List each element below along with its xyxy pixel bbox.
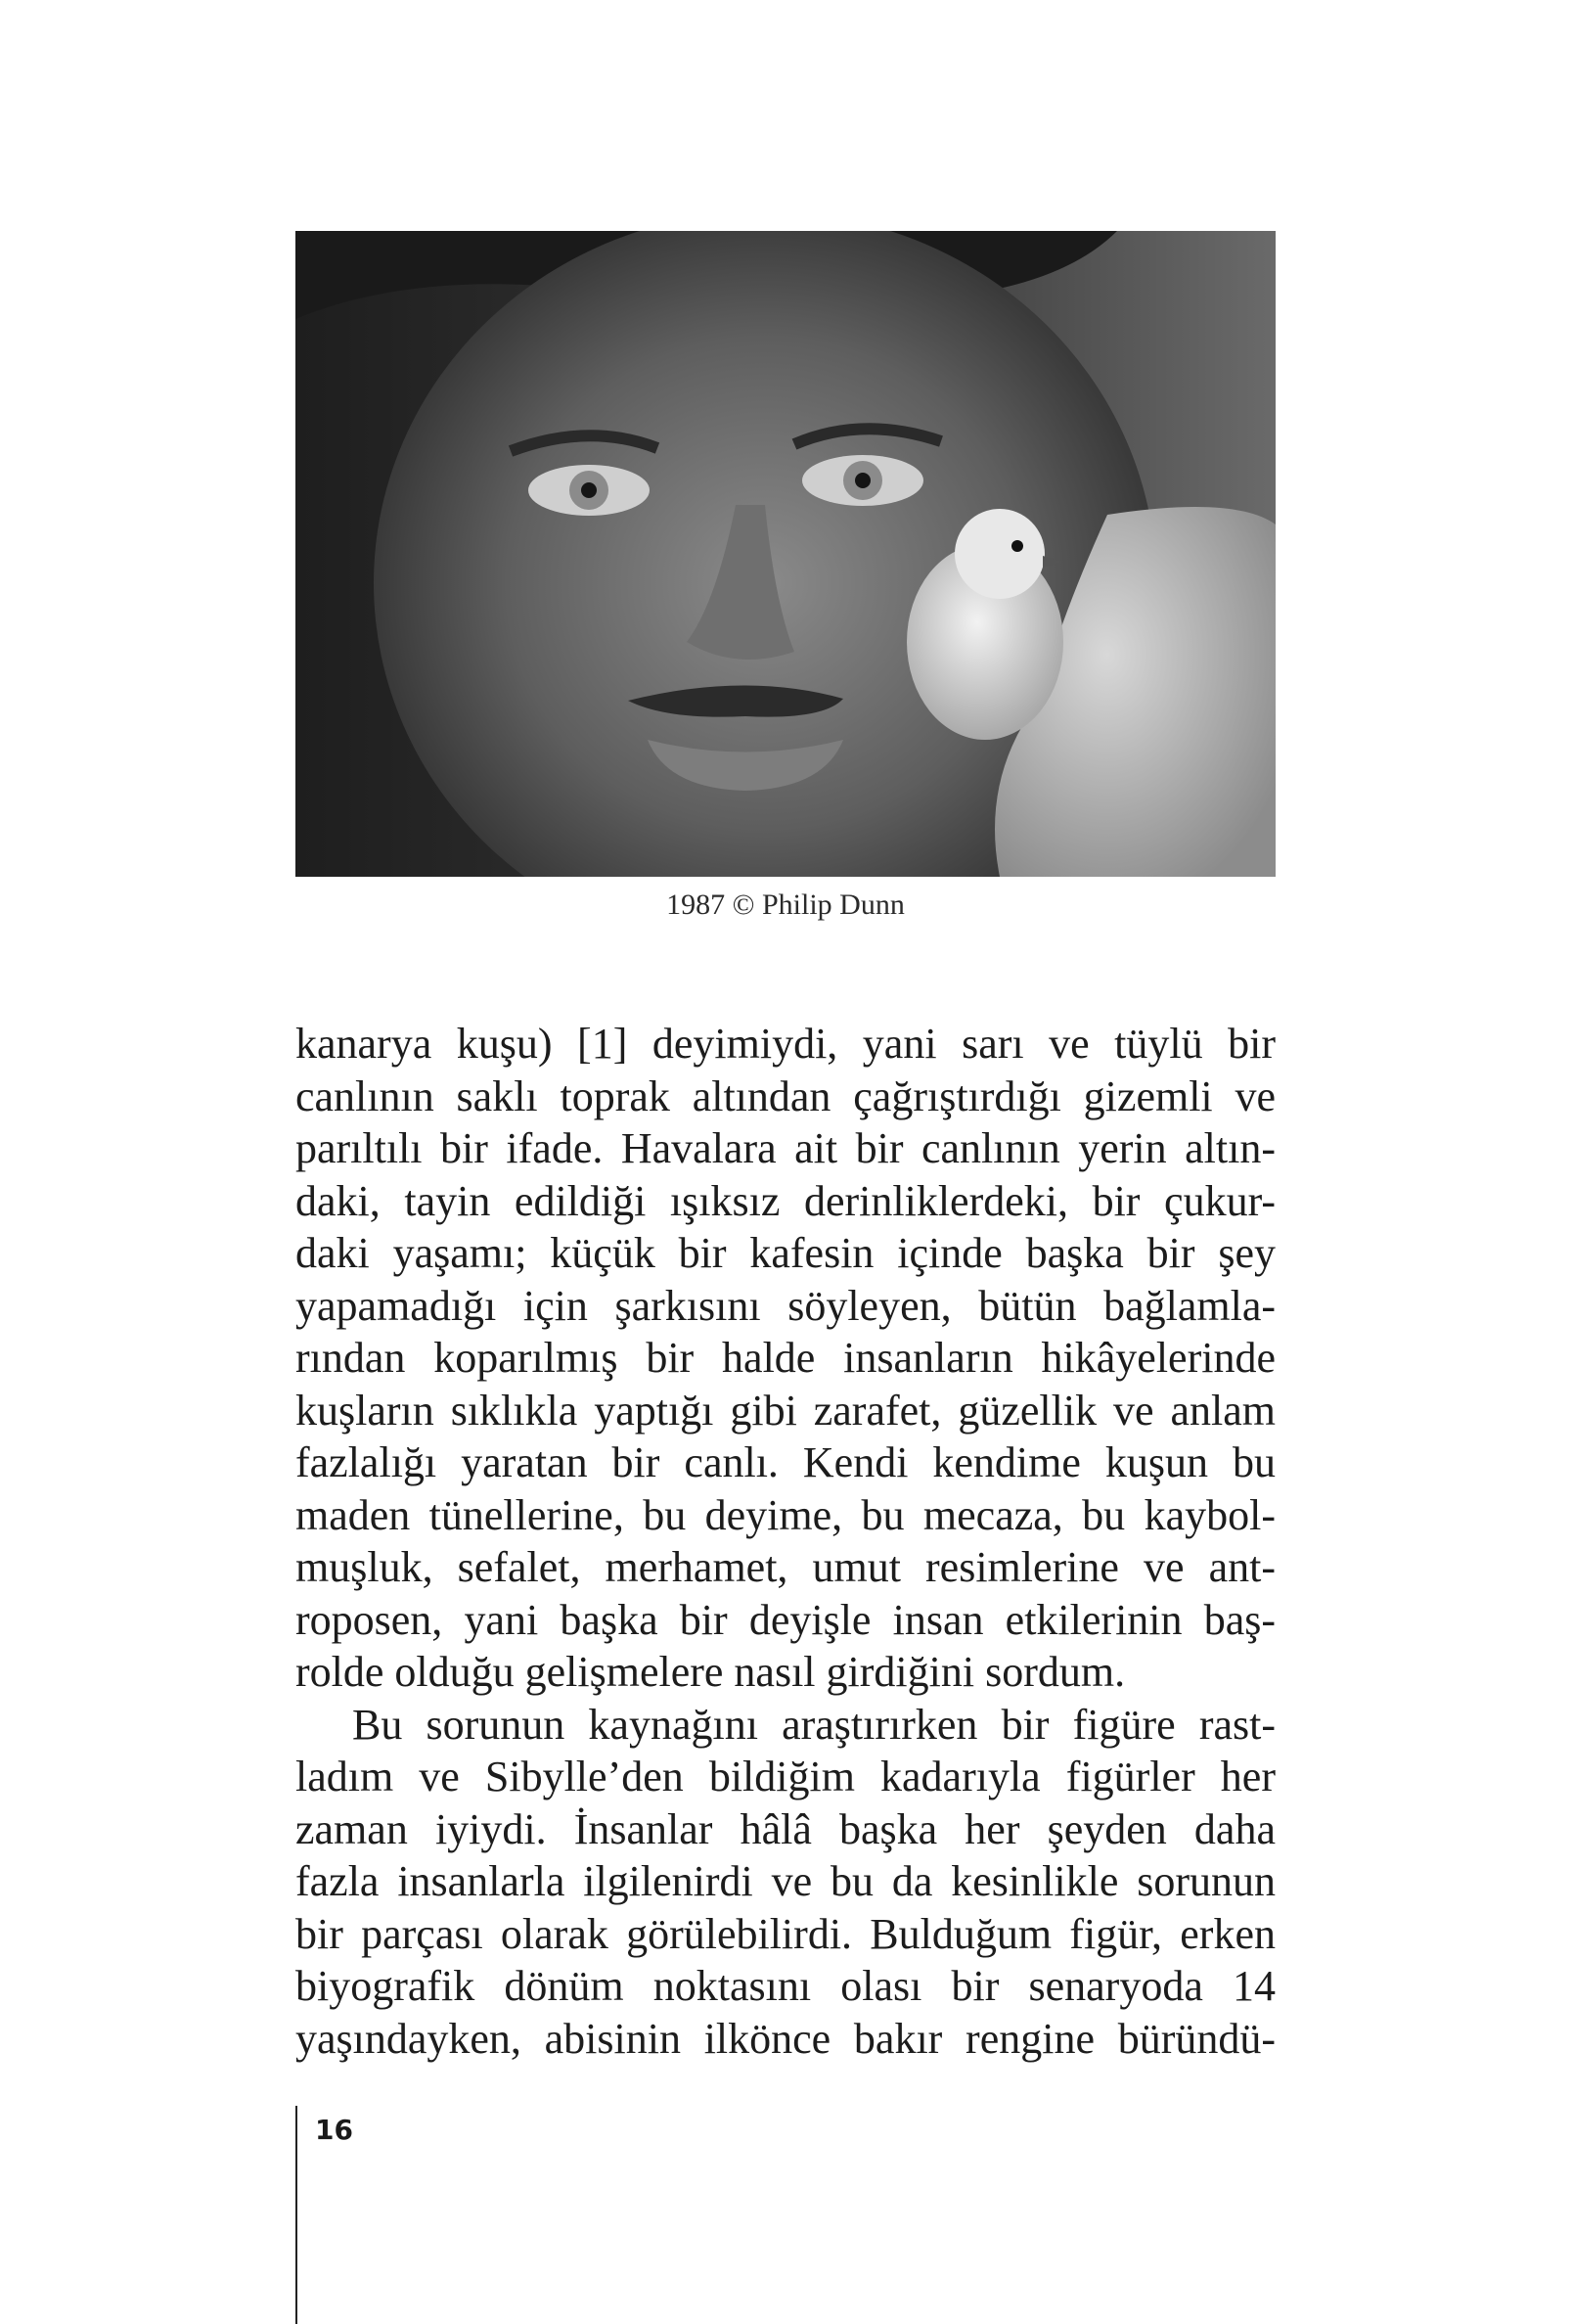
text-line: roposen, yani başka bir deyişle insan etkilerinin baş- [295,1595,1276,1644]
body-text [295,1018,1276,2065]
text-line: daki, tayin edildiği ışıksız derinliklerdeki, bir çukur- [295,1176,1276,1225]
page-margin-rule [295,2106,297,2324]
miner-canary-photo [295,231,1276,877]
text-line: ladım ve Sibylle’den bildiğim kadarıyla figürler her [295,1753,1276,1800]
text-line: kuşların sıklıkla yaptığı gibi zarafet, güzellik ve anlam [295,1386,1276,1435]
text-line: fazlalığı yaratan bir canlı. Kendi kendime kuşun bu [295,1438,1276,1486]
text-line: yaşındayken, abisinin ilkönce bakır rengine büründü- [295,2014,1276,2063]
page-number: 16 [315,2114,353,2146]
paragraph-start-line: Bu sorunun kaynağını araştırırken bir figüre rast- [352,1700,1276,1749]
text-line: biyografik dönüm noktasını olası bir senaryoda 14 [295,1962,1276,2010]
text-line: zaman iyiydi. İnsanlar hâlâ başka her şeyden daha [295,1804,1276,1853]
text-line: bir parçası olarak görülebilirdi. Bulduğum figür, erken [295,1909,1276,1958]
text-line: canlının saklı toprak altından çağrıştırdığı gizemli ve [295,1071,1276,1120]
photo-caption: 1987 © Philip Dunn [666,889,905,921]
text-line: fazla insanlarla ilgilenirdi ve bu da kesinlikle sorunun [295,1857,1276,1905]
text-line: yapamadığı için şarkısını söyleyen, bütün bağlamla- [295,1281,1276,1330]
paragraph-end-line: rolde olduğu gelişmelere nasıl girdiğini sordum. [295,1648,1126,1696]
text-line: maden tünellerine, bu deyime, bu mecaza, bu kaybol- [295,1490,1276,1539]
text-line: rından koparılmış bir halde insanların hikâyelerinde [295,1334,1276,1382]
text-line: parıltılı bir ifade. Havalara ait bir canlının yerin altın- [295,1124,1276,1172]
text-line: muşluk, sefalet, merhamet, umut resimlerine ve ant- [295,1543,1276,1591]
photo-illustration [295,231,1276,877]
text-line: daki yaşamı; küçük bir kafesin içinde başka bir şey [295,1229,1276,1277]
text-line: kanarya kuşu) [1] deyimiydi, yani sarı ve tüylü bir [295,1020,1276,1068]
